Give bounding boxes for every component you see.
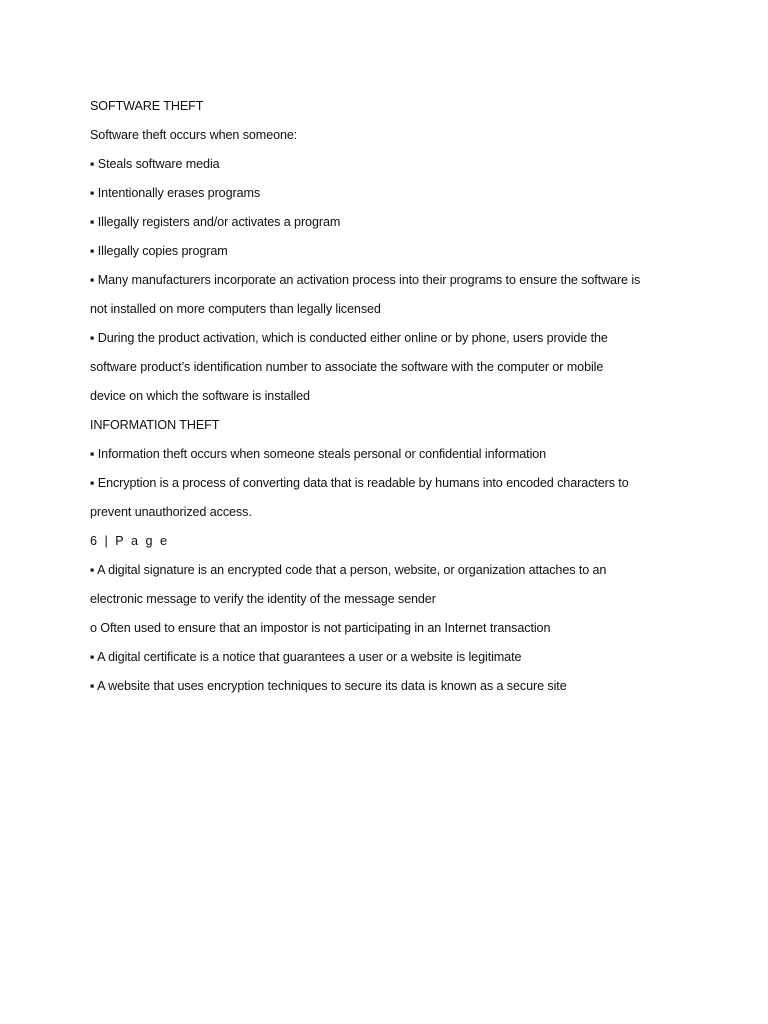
intro-sentence: Software theft occurs when someone:: [90, 128, 298, 142]
bullet-item: ▪ Many manufacturers incorporate an activation process into their programs to ensure the software is: [90, 273, 641, 287]
bullet-item: ▪ During the product activation, which is conducted either online or by phone, users provide the: [90, 331, 608, 345]
bullet-item: ▪ Encryption is a process of converting data that is readable by humans into encoded characters to: [90, 476, 629, 490]
bullet-continuation: device on which the software is installed: [90, 389, 310, 403]
section-heading-software-theft: SOFTWARE THEFT: [90, 99, 204, 113]
bullet-item: ▪ A website that uses encryption techniques to secure its data is known as a secure site: [90, 679, 567, 693]
bullet-item: ▪ Steals software media: [90, 157, 220, 171]
bullet-continuation: prevent unauthorized access.: [90, 505, 252, 519]
document-body: [90, 92, 690, 701]
section-heading-information-theft: INFORMATION THEFT: [90, 418, 220, 432]
bullet-continuation: electronic message to verify the identity of the message sender: [90, 592, 436, 606]
bullet-continuation: not installed on more computers than legally licensed: [90, 302, 381, 316]
page-number: 6 | P a g e: [90, 534, 169, 548]
sub-bullet-item: o Often used to ensure that an impostor is not participating in an Internet transaction: [90, 621, 551, 635]
bullet-continuation: software product’s identification number to associate the software with the computer or mobile: [90, 360, 604, 374]
bullet-item: ▪ A digital certificate is a notice that guarantees a user or a website is legitimate: [90, 650, 522, 664]
bullet-item: ▪ Intentionally erases programs: [90, 186, 261, 200]
bullet-item: ▪ Illegally copies program: [90, 244, 228, 258]
bullet-item: ▪ Information theft occurs when someone steals personal or confidential information: [90, 447, 547, 461]
bullet-item: ▪ Illegally registers and/or activates a program: [90, 215, 341, 229]
bullet-item: ▪ A digital signature is an encrypted code that a person, website, or organization attaches to an: [90, 563, 607, 577]
